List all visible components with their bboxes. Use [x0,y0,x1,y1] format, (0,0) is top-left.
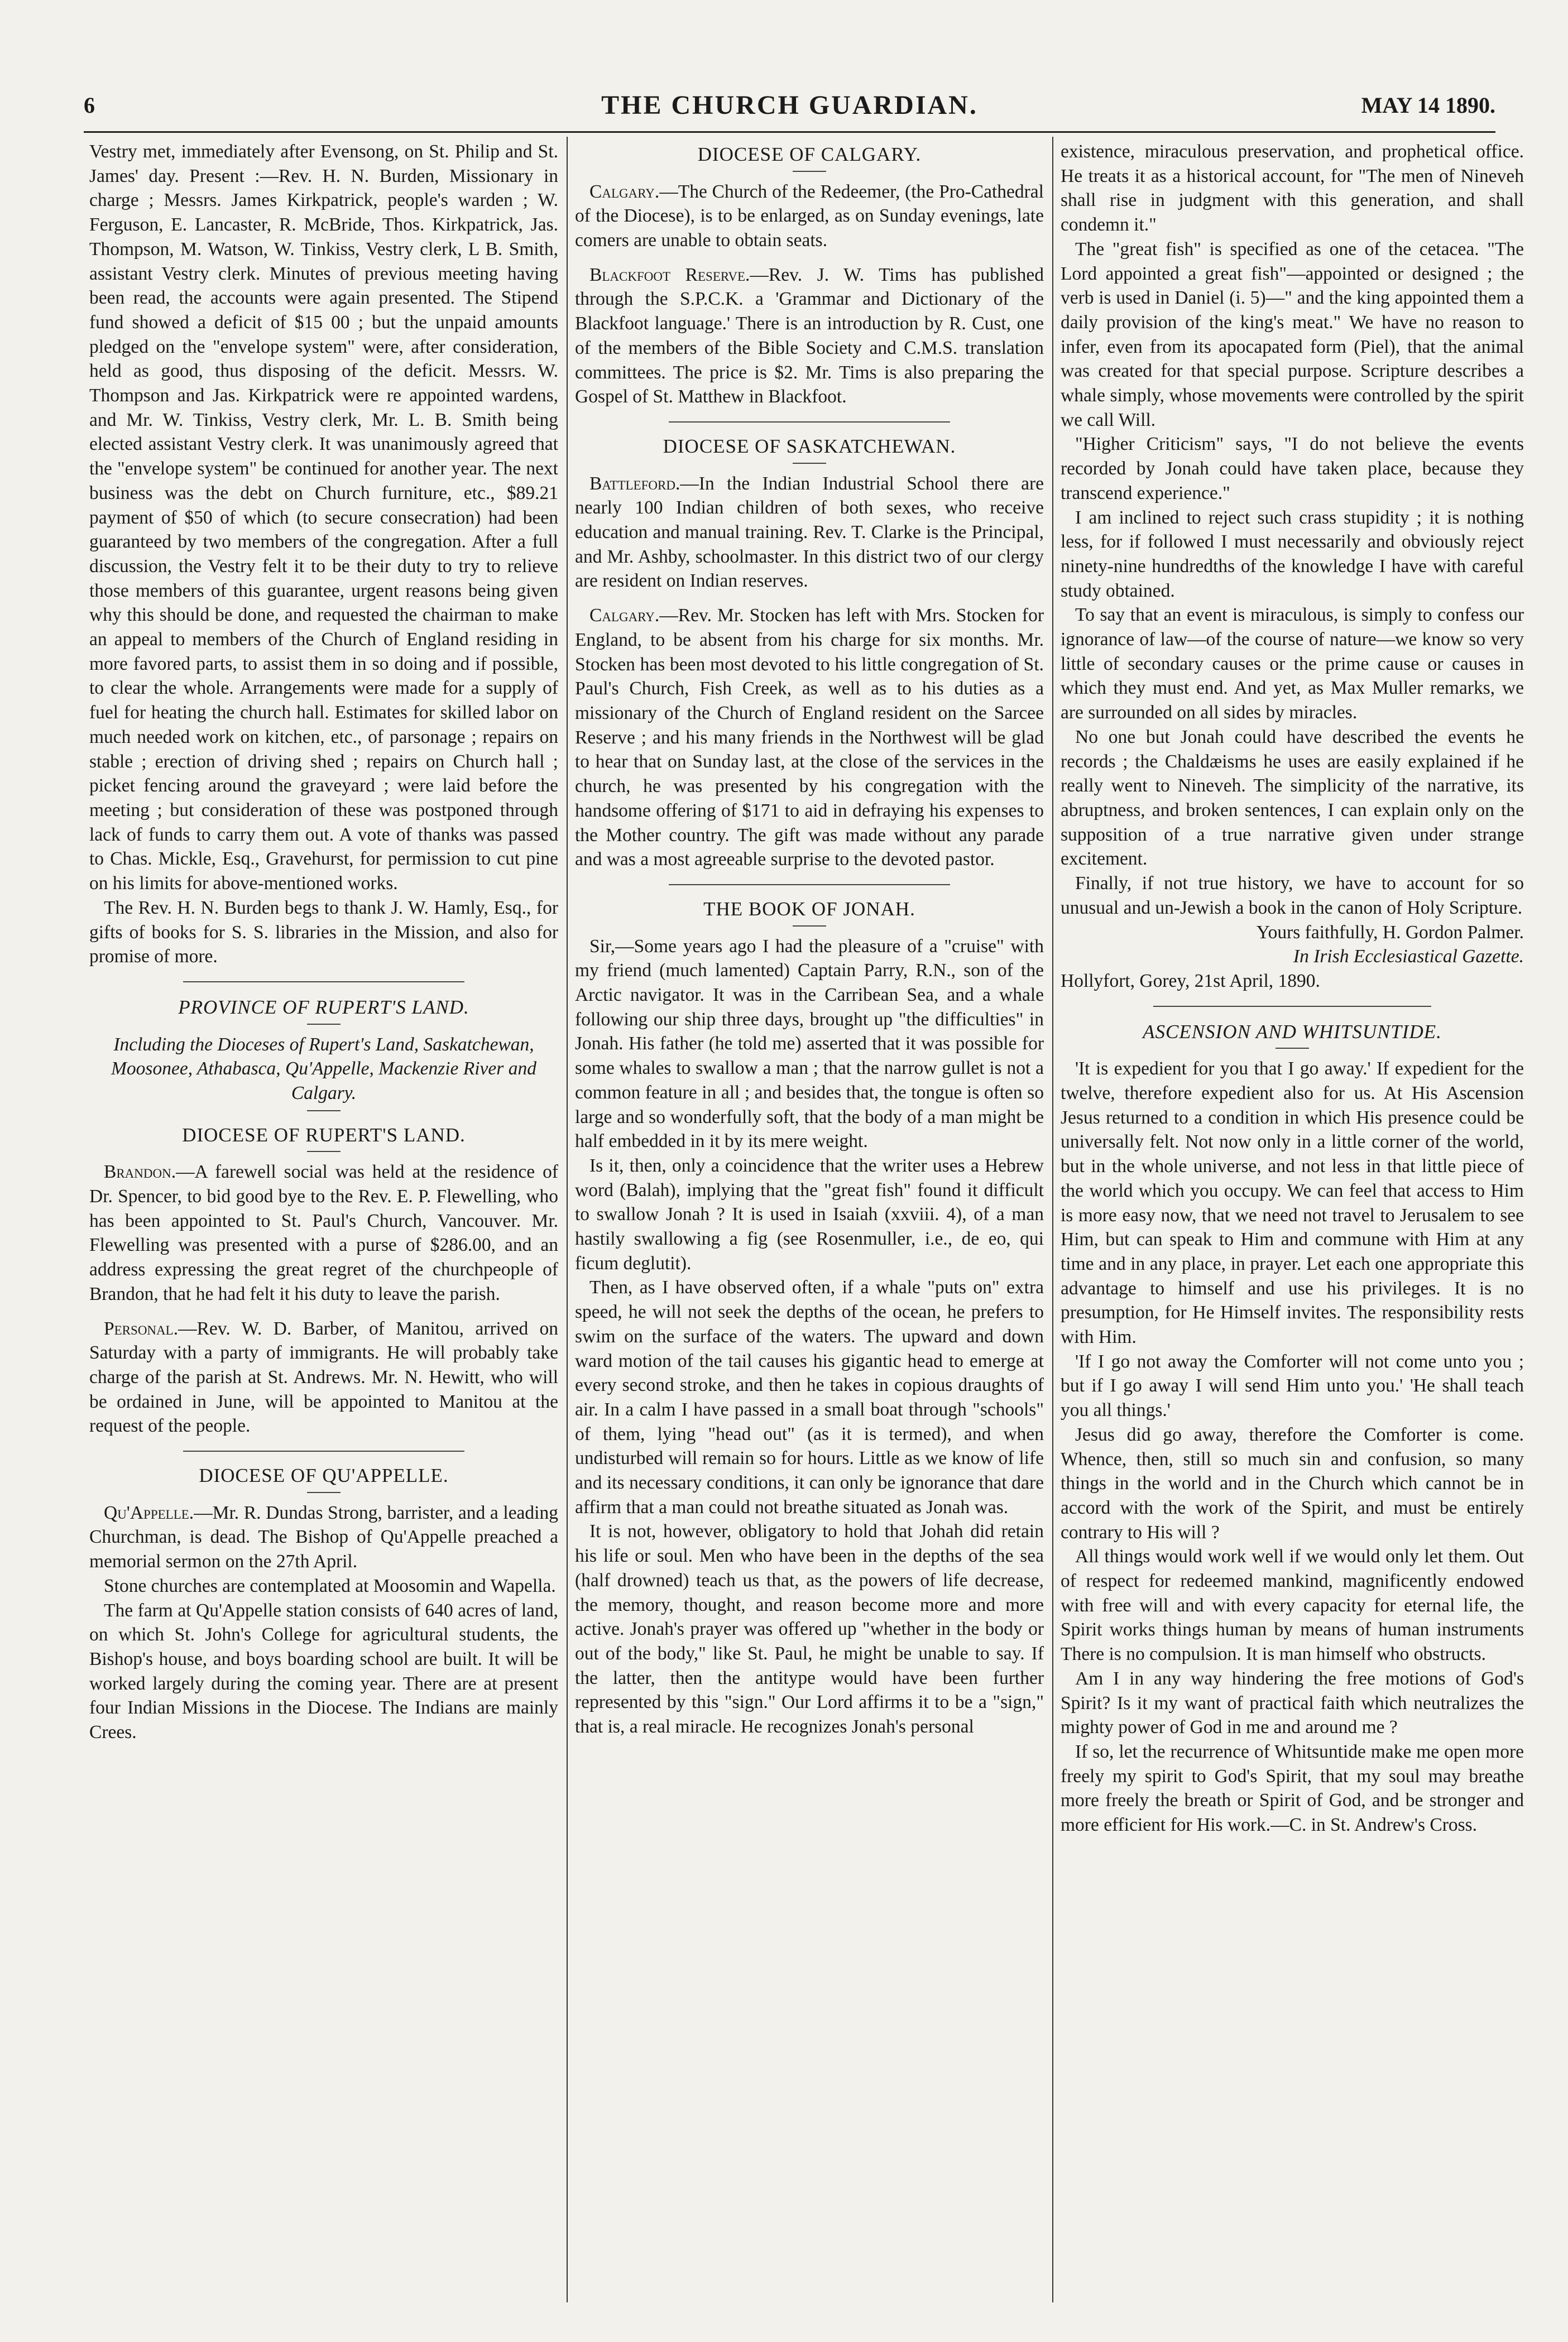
item-lead: Calgary. [589,605,660,626]
news-item: Calgary.—Rev. Mr. Stocken has left with Mrs. Stocken for England, to be absent from his charge for six months. Mr. Stocken has been most devoted to his little congregation of St. Paul's Church, Fish Creek, as well as to his duties as a missionary of the Church of England resident on the Sarcee Reserve ; and his many friends in the Northwest will be glad to hear that on Sunday last, at the close of the services in the church, he was presented by his congregation with the handsome offering of $171 to aid in defraying his expenses to the Mother country. The gift was made without any parade and was a most agreeable surprise to the devoted pastor. [575,605,1044,870]
article-paragraph: I am inclined to reject such crass stupidity ; it is nothing less, for if followed I must necessarily and obviously reject ninety-nine hundredths of the knowledge I have with careful study obtained. [1061,507,1524,601]
newspaper-title: THE CHURCH GUARDIAN. [601,90,978,120]
column-divider [567,137,568,2302]
short-rule [307,1151,341,1152]
column-2 [575,140,1044,2305]
article-paragraph: If so, let the recurrence of Whitsuntide make me open more freely my spirit to God's Spirit, that my soul may breathe more freely the breath or Spirit of God, and be stronger and more efficient for His work.—C. in St. Andrew's Cross. [1061,1741,1524,1836]
news-item: Stone churches are contemplated at Moosomin and Wapella. [104,1575,556,1596]
section-heading: THE BOOK OF JONAH. [703,898,915,920]
article-paragraph: To say that an event is miraculous, is simply to confess our ignorance of law—of the course of nature—we know so very little of secondary causes or the prime cause or causes in which they must end. And yet, as Max Muller remarks, we are surrounded on all sides by miracles. [1061,604,1524,723]
short-rule [307,1024,341,1025]
news-item: Qu'Appelle.—Mr. R. Dundas Strong, barrister, and a leading Churchman, is dead. The Bishop of Qu'Appelle preached a memorial sermon on the 27th April. [89,1502,558,1572]
news-item: Battleford.—In the Indian Industrial School there are nearly 100 Indian children of both sexes, who receive education and manual training. Rev. T. Clarke is the Principal, and Mr. Ashby, schoolmaster. In this district two of our clergy are resident on Indian reserves. [575,473,1044,592]
header-rule [84,131,1495,133]
dateline: Hollyfort, Gorey, 21st April, 1890. [1061,970,1320,991]
short-rule [307,1492,341,1493]
section-heading: DIOCESE OF CALGARY. [697,143,922,165]
item-lead: Battleford. [589,473,680,494]
news-item: Calgary.—The Church of the Redeemer, (the Pro-Cathedral of the Diocese), is to be enlarged, as on Sunday evenings, late comers are unable to obtain seats. [575,181,1044,251]
article-paragraph: 'It is expedient for you that I go away.' If expedient for the twelve, therefore expedient also for us. At His Ascension Jesus returned to a condition in which His presence could be universally felt. Not now only in a little corner of the world, but in the whole universe, and not less in that little piece of the world which you occupy. We can feel that access to Him is more easy now, that we need not travel to Jerusalem to see Him, but can speak to Him and commune with Him at any time and in any place, in prayer. Let each one appropriate this advantage to himself and use his privileges. It is no presumption, for He Himself invites. The responsibility rests with Him. [1061,1058,1524,1348]
column-3 [1061,140,1524,2305]
masthead [84,87,1495,131]
column-divider [1052,137,1053,2302]
news-item: Brandon.—A farewell social was held at the residence of Dr. Spencer, to bid good bye to the Rev. E. P. Flewelling, who has been appointed to St. Paul's Church, Vancouver. Mr. Flewelling was presented with a purse of $286.00, and an address expressing the great regret of the churchpeople of Brandon, that he had felt it his duty to leave the parish. [89,1162,558,1304]
article-paragraph: The "great fish" is specified as one of the cetacea. "The Lord appointed a great fish"—appointed or designed ; the verb is used in Daniel (i. 5)—" and the king appointed them a daily provision of the king's meat." We have no reason to infer, even from its apocapated form (Piel), that the animal was created for that special purpose. Scripture describes a whale simply, whose movements were controlled by the spirit we call Will. [1061,238,1524,430]
article-paragraph: Jesus did go away, therefore the Comforter is come. Whence, then, still so much sin and confusion, so many things in the world and in the Church which cannot be in accord with the work of the Spirit, and must be entirely contrary to His will ? [1061,1424,1524,1543]
article-paragraph: Then, as I have observed often, if a whale "puts on" extra speed, he will not seek the depths of the ocean, he prefers to swim on the surface of the waters. The upward and down ward motion of the tail causes his gigantic head to emerge at every second stroke, and then he takes in copious draughts of air. In a calm I have passed in a small boat through "schools" of them, lying "head out" (as it is termed), and when undisturbed will remain so for hours. Little as we know of life and its necessary conditions, it can only be ignorance that dare affirm that a man could not breathe situated as Jonah was. [575,1277,1044,1518]
section-rule [183,981,464,982]
province-note: Including the Dioceses of Rupert's Land, Saskatchewan, Moosonee, Athabasca, Qu'Appelle, Mackenzie River and Calgary. [111,1034,536,1103]
item-lead: Personal. [104,1318,179,1339]
signature: Yours faithfully, H. Gordon Palmer. [1256,922,1524,943]
article-paragraph: Finally, if not true history, we have to account for so unusual and un-Jewish a book in the canon of Holy Scripture. [1061,873,1524,918]
section-heading: ASCENSION AND WHITSUNTIDE. [1143,1020,1442,1043]
section-rule [669,421,950,423]
short-rule [307,1110,341,1111]
item-lead: Qu'Appelle. [104,1502,194,1523]
section-rule [183,1451,464,1452]
short-rule [793,925,826,927]
article-paragraph: existence, miraculous preservation, and prophetical office. He treats it as a historical account, for "The men of Nineveh shall rise in judgment with this generation, and shall condemn it." [1061,141,1524,236]
article-paragraph: "Higher Criticism" says, "I do not believe the events recorded by Jonah could have taken place, because they transcend experience." [1061,434,1524,503]
article-paragraph: Am I in any way hindering the free motions of God's Spirit? Is it my want of practical faith which neutralizes the mighty power of God in me and around me ? [1061,1668,1524,1738]
article-paragraph: The Rev. H. N. Burden begs to thank J. W. Hamly, Esq., for gifts of books for S. S. libraries in the Mission, and also for promise of more. [89,897,558,967]
article-paragraph: All things would work well if we would only let them. Out of respect for redeemed mankind, magnificently endowed with free will and with every capacity for eternal life, the Spirit works things human by means of human instruments There is no compulsion. It is man himself who obstructs. [1061,1546,1524,1665]
column-1 [89,140,558,2305]
item-lead: Calgary. [589,181,660,202]
news-item: Personal.—Rev. W. D. Barber, of Manitou, arrived on Saturday with a party of immigrants. He will probably take charge of the parish at St. Andrews. Mr. N. Hewitt, who will be ordained in June, will be appointed to Manitou at the request of the people. [89,1318,558,1437]
article-paragraph: It is not, however, obligatory to hold that Johah did retain his life or soul. Men who have been in the depths of the sea (half drowned) teach us that, as the powers of life decrease, the memory, thought, and reason become more and more active. Jonah's prayer was offered up "whether in the body or out of the body," like St. Paul, he might be unable to say. If the latter, then the antitype would have been further represented by this "sign." Our Lord affirms it to be a "sign," that is, a real miracle. He recognizes Jonah's personal [575,1521,1044,1738]
section-heading: PROVINCE OF RUPERT'S LAND. [178,996,469,1018]
article-paragraph: Is it, then, only a coincidence that the writer uses a Hebrew word (Balah), implying that the "great fish" found it difficult to swallow Jonah ? It is used in Isaiah (xxviii. 4), of a man hastily swallowing a fig (see Rosenmuller, i.e., de eo, qui ficum deglutit). [575,1155,1044,1274]
short-rule [793,171,826,172]
short-rule [793,463,826,464]
item-lead: Blackfoot Reserve. [589,264,750,285]
item-lead: Brandon. [104,1162,176,1183]
article-paragraph: Vestry met, immediately after Evensong, on St. Philip and St. James' day. Present :—Rev. H. N. Burden, Missionary in charge ; Messrs. James Kirkpatrick, people's warden ; W. Ferguson, E. Lancaster, R. McBride, Thos. Kirkpatrick, Jas. Thompson, M. Watson, W. Tinkiss, Vestry clerk, L B. Smith, assistant Vestry clerk. Minutes of previous meeting having been read, the accounts were again presented. The Stipend fund showed a deficit of $15 00 ; but the unpaid amounts pledged on the "envelope system" were, after consideration, held as good, thus disposing of the deficit. Messrs. W. Thompson and Jas. Kirkpatrick were re appointed wardens, and Mr. W. Tinkiss, Vestry clerk, Mr. L. B. Smith being elected assistant Vestry clerk. It was unanimously agreed that the "envelope system" be continued for another year. The next business was the debt on Church furniture, etc., $89.21 payment of $50 of which (to secure consecration) had been guaranteed by two members of the congregation. After a full discussion, the Vestry felt it to be their duty to try to relieve those members of this guarantee, urgent reasons being given why this should be done, and requested the chairman to make an appeal to members of the Church of England residing in more favored parts, to assist them in so doing and if possible, to clear the whole. Arrangements were made for a supply of fuel for heating the church hall. Estimates for skilled labor on much needed work on kitchen, etc., of parsonage ; repairs on stable ; erection of driving shed ; repairs on Church hall ; picket fencing around the graveyard ; were laid before the meeting ; but consideration of these was postponed through lack of funds to carry them out. A vote of thanks was passed to Chas. Mickle, Esq., Gravehurst, for permission to cut pine on his limits for above-mentioned works. [89,141,558,894]
page-number: 6 [84,93,95,118]
section-rule [1153,1006,1431,1007]
section-rule [669,884,950,885]
article-paragraph: Sir,—Some years ago I had the pleasure of a "cruise" with my friend (much lamented) Captain Parry, R.N., son of the Arctic navigator. It was in the Carribean Sea, and a whale following our ship three days, brought up "the difficulties" in Jonah. His father (he told me) asserted that it was possible for some whales to swallow a man ; that the narrow gullet is not a common feature in all ; and besides that, the tongue is often so large and so wonderfully soft, that the body of a man might be half embedded in it by its mere weight. [575,935,1044,1152]
section-heading: DIOCESE OF SASKATCHEWAN. [663,435,956,457]
news-item: Blackfoot Reserve.—Rev. J. W. Tims has published through the S.P.C.K. a 'Grammar and Dictionary of the Blackfoot language.' There is an introduction by R. Cust, one of the members of the Bible Society and C.M.S. translation committees. The price is $2. Mr. Tims is also preparing the Gospel of St. Matthew in Blackfoot. [575,264,1044,407]
issue-date: MAY 14 1890. [1361,93,1495,118]
article-paragraph: No one but Jonah could have described the events he records ; the Chaldæisms he uses are easily explained if he really went to Nineveh. The simplicity of the narrative, its abruptness, and broken sentences, I can explain only on the supposition of a true narrative given under strange excitement. [1061,726,1524,870]
news-item: The farm at Qu'Appelle station consists of 640 acres of land, on which St. John's College for agricultural students, the Bishop's house, and boys boarding school are built. It will be worked largely during the coming year. There are at present four Indian Missions in the Diocese. The Indians are mainly Crees. [89,1600,558,1743]
source-note: In Irish Ecclesiastical Gazette. [1293,946,1524,967]
article-paragraph: 'If I go not away the Comforter will not come unto you ; but if I go away I will send Him unto you.' 'He shall teach you all things.' [1061,1351,1524,1421]
section-heading: DIOCESE OF QU'APPELLE. [199,1465,449,1487]
short-rule [1276,1048,1309,1049]
section-heading: DIOCESE OF RUPERT'S LAND. [182,1124,466,1146]
